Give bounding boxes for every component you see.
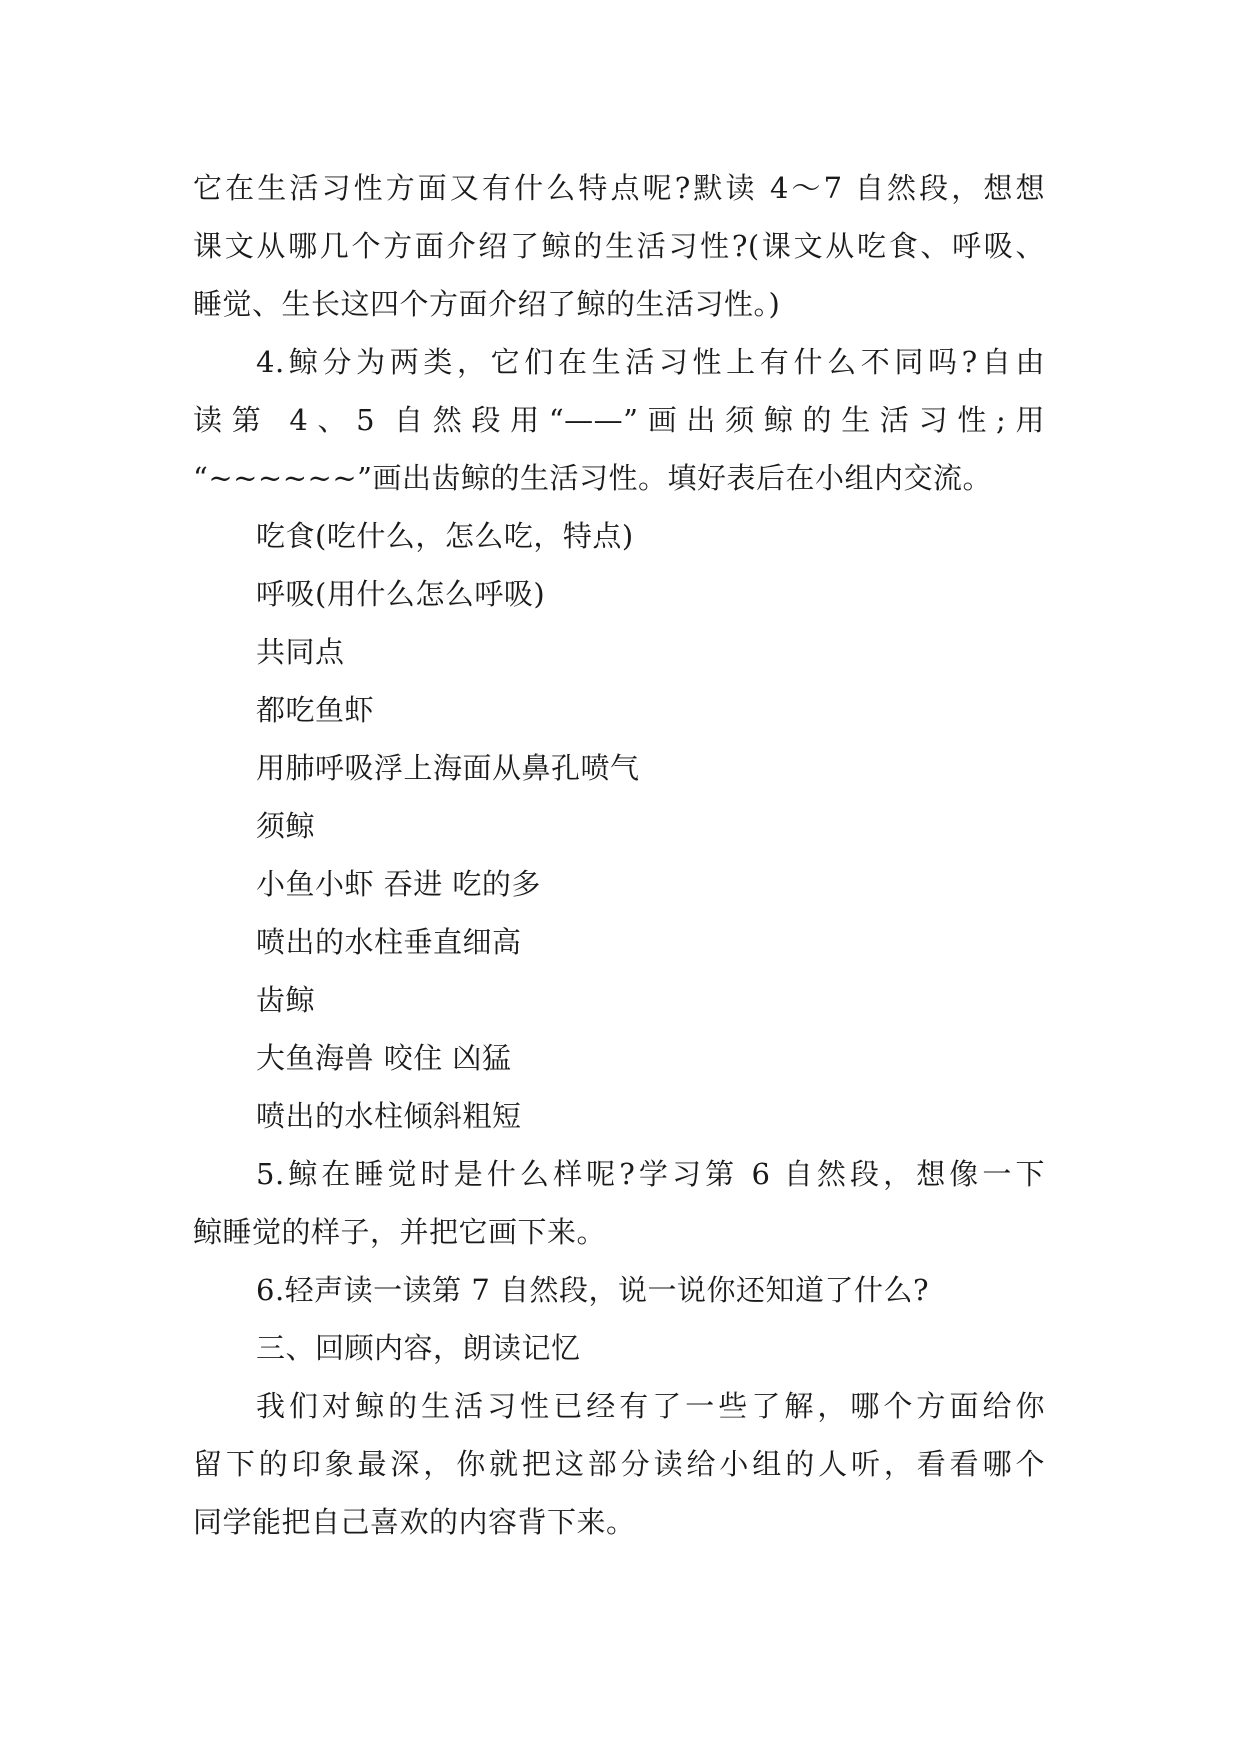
text-line: 4.鲸分为两类，它们在生活习性上有什么不同吗?自由 xyxy=(256,345,1045,379)
text-line: 须鲸 xyxy=(256,809,316,843)
text-line: 都吃鱼虾 xyxy=(256,693,375,727)
text-line: 小鱼小虾 吞进 吃的多 xyxy=(256,867,541,901)
text-line: 课文从哪几个方面介绍了鲸的生活习性?(课文从吃食、呼吸、 xyxy=(193,229,1045,263)
text-line: 鲸睡觉的样子，并把它画下来。 xyxy=(193,1215,607,1249)
text-line: 齿鲸 xyxy=(256,983,316,1017)
text-line: 用肺呼吸浮上海面从鼻孔喷气 xyxy=(256,751,640,785)
text-line: 5.鲸在睡觉时是什么样呢?学习第 6 自然段，想像一下 xyxy=(256,1157,1045,1191)
text-line: 呼吸(用什么怎么呼吸) xyxy=(256,577,546,611)
text-line: “~~~~~~”画出齿鲸的生活习性。填好表后在小组内交流。 xyxy=(193,461,992,495)
text-line: 大鱼海兽 咬住 凶猛 xyxy=(256,1041,512,1075)
text-line: 三、回顾内容，朗读记忆 xyxy=(256,1331,581,1365)
text-line: 喷出的水柱垂直细高 xyxy=(256,925,522,959)
text-line: 读第 4、5 自然段用“——”画出须鲸的生活习性;用 xyxy=(193,403,1045,437)
text-line: 同学能把自己喜欢的内容背下来。 xyxy=(193,1505,636,1539)
text-line: 喷出的水柱倾斜粗短 xyxy=(256,1099,522,1133)
text-line: 吃食(吃什么，怎么吃，特点) xyxy=(256,519,634,553)
text-line: 6.轻声读一读第 7 自然段，说一说你还知道了什么? xyxy=(256,1273,930,1307)
text-line: 我们对鲸的生活习性已经有了一些了解，哪个方面给你 xyxy=(256,1389,1045,1423)
text-line: 它在生活习性方面又有什么特点呢?默读 4～7 自然段，想想 xyxy=(193,171,1045,205)
text-line: 睡觉、生长这四个方面介绍了鲸的生活习性。) xyxy=(193,287,781,321)
text-line: 共同点 xyxy=(256,635,345,669)
text-line: 留下的印象最深，你就把这部分读给小组的人听，看看哪个 xyxy=(193,1447,1045,1481)
